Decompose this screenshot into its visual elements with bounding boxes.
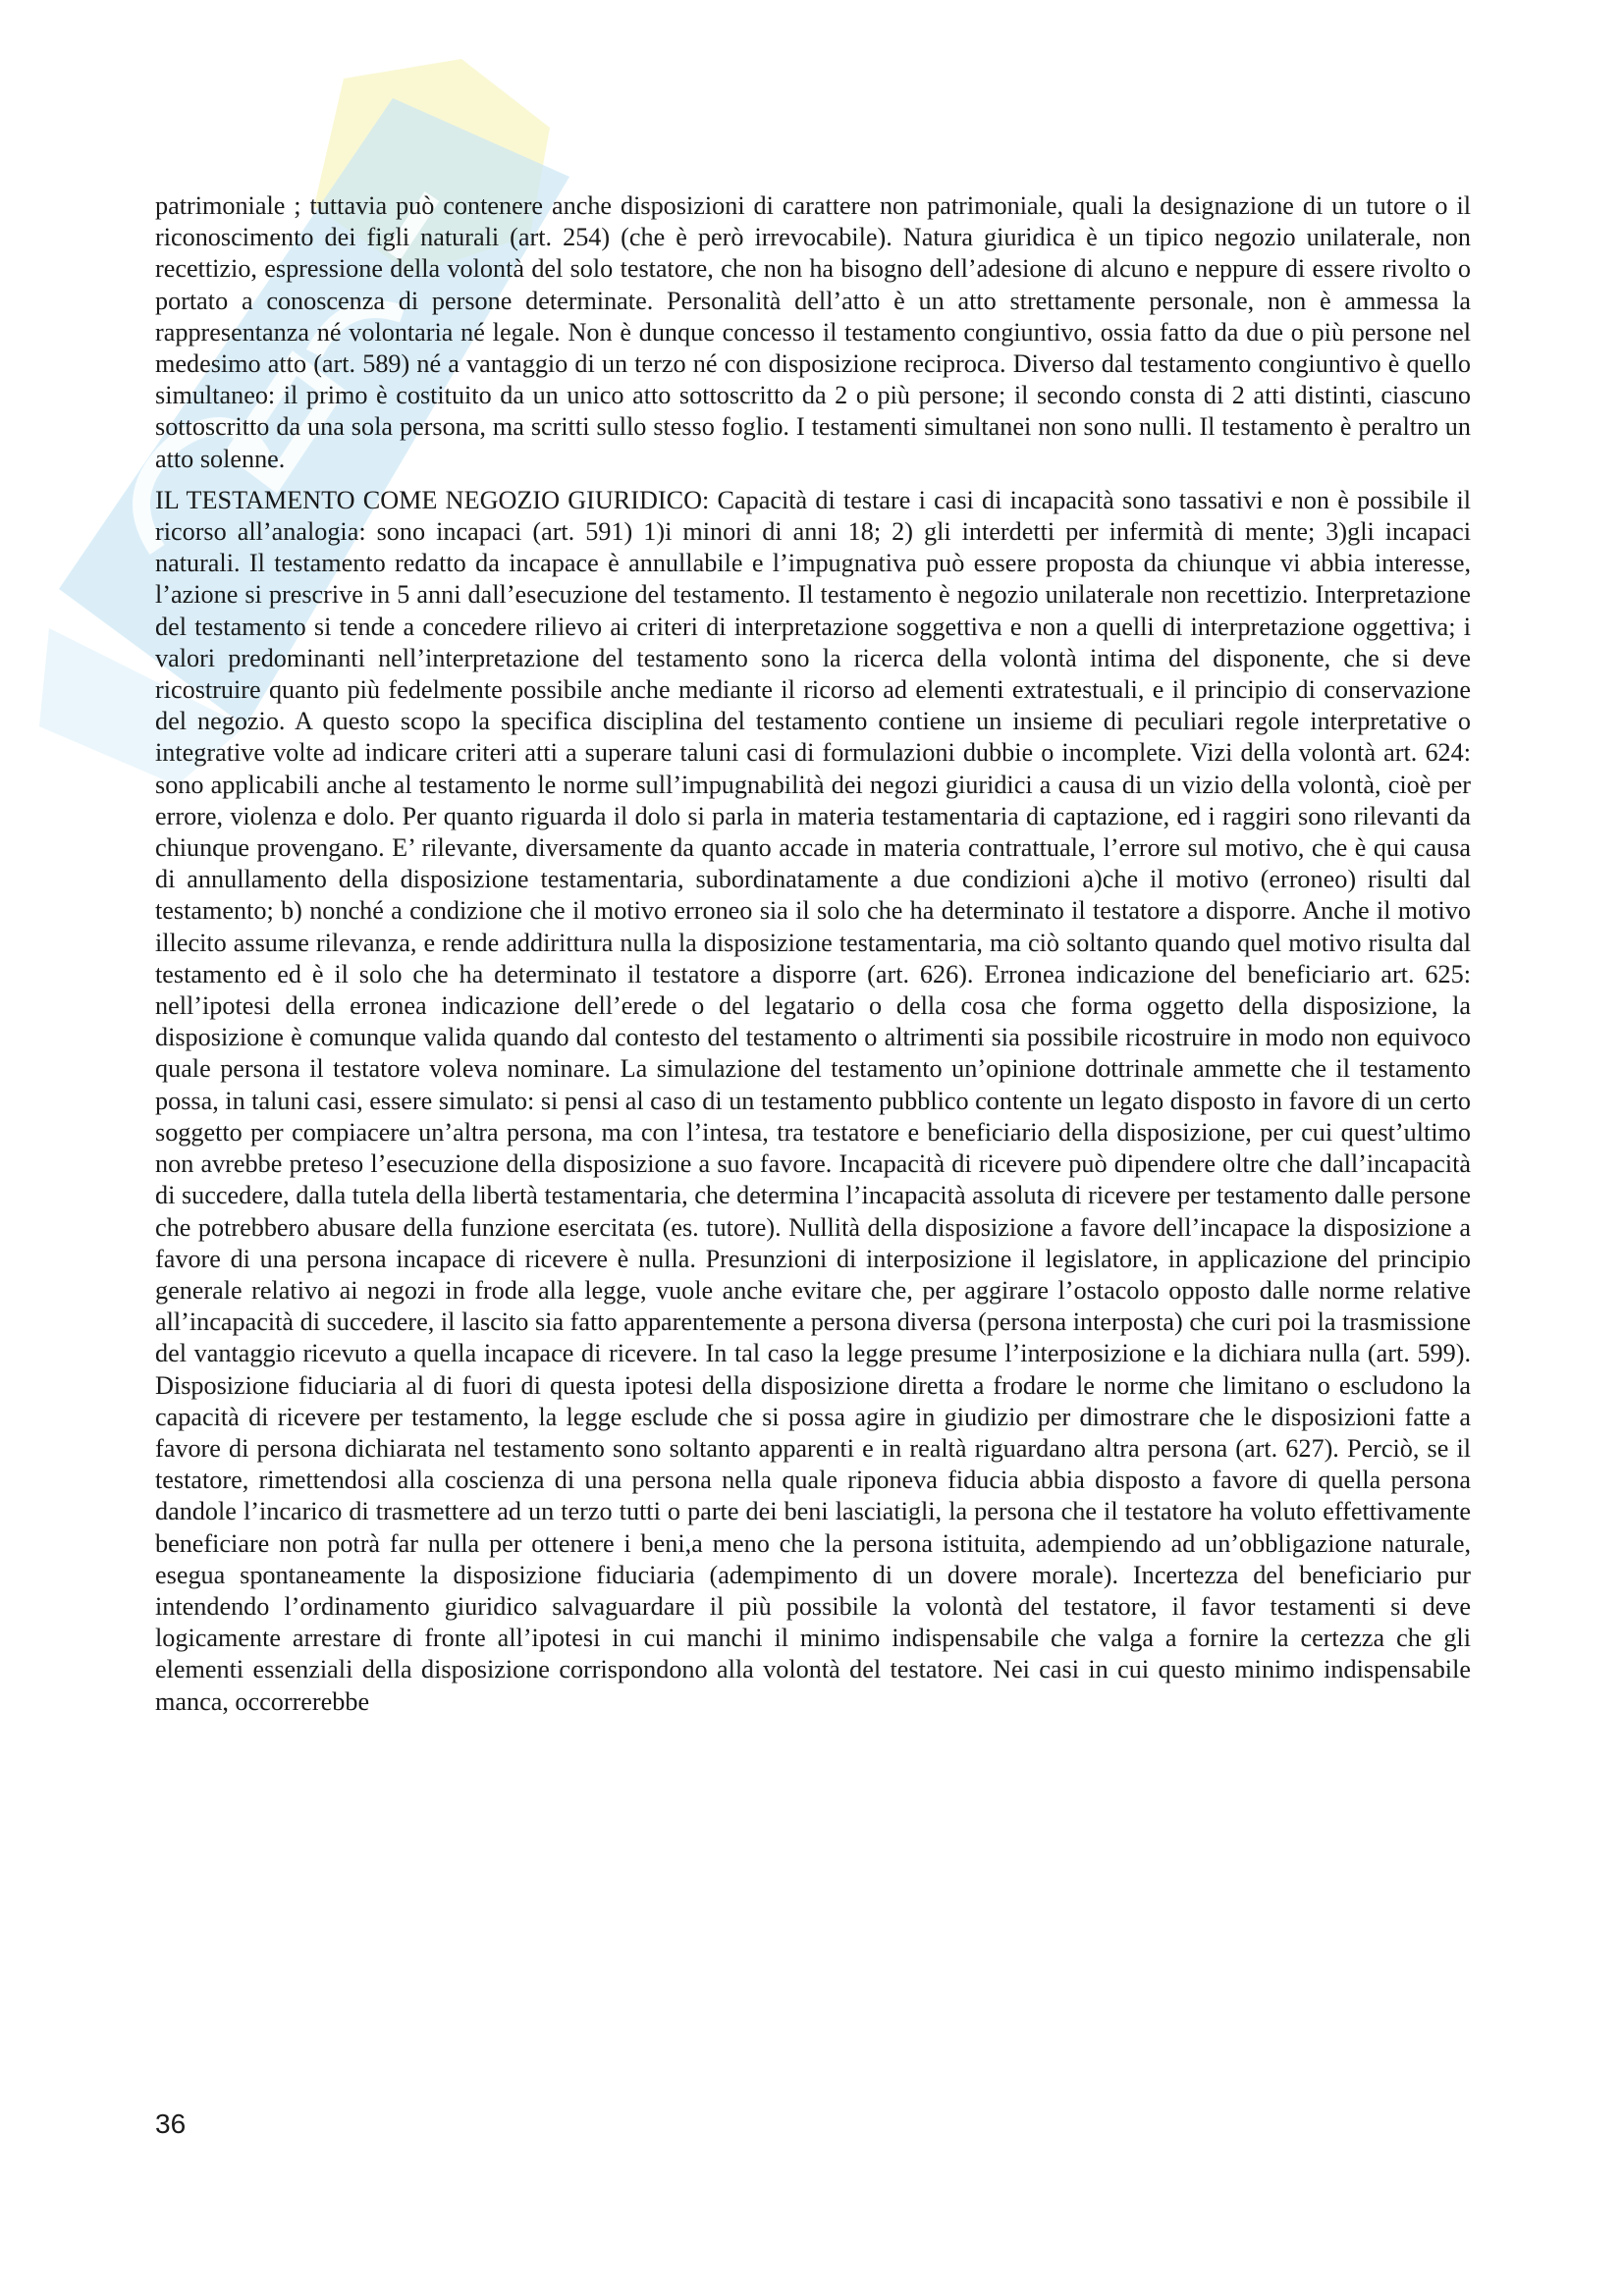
paragraph-1: patrimoniale ; tuttavia può contenere anche disposizioni di carattere non patrimoniale, quali la designazione di un tutore o il riconoscimento dei figli naturali (art. 254) (che è però irrevocabile). Natura giuridica è un tipico negozio unilaterale, non recettizio, espressione della volontà del solo testatore, che non ha bisogno dell’adesione di alcuno e neppure di essere rivolto o portato a conoscenza di persone determinate. Personalità dell’atto è un atto strettamente personale, non è ammessa la rappresentanza né volontaria né legale. Non è dunque concesso il testamento congiuntivo, ossia fatto da due o più persone nel medesimo atto (art. 589) né a vantaggio di un terzo né con disposizione reciproca. Diverso dal testamento congiuntivo è quello simultaneo: il primo è costituito da un unico atto sottoscritto da 2 o più persone; il secondo consta di 2 atti distinti, ciascuno sottoscritto da una sola persona, ma scritti sullo stesso foglio. I testamenti simultanei non sono nulli. Il testamento è peraltro un atto solenne. xyxy=(155,191,1471,473)
page-number: 36 xyxy=(155,2109,187,2139)
paragraph-2: IL TESTAMENTO COME NEGOZIO GIURIDICO: Capacità di testare i casi di incapacità sono tassativi e non è possibile il ricorso all’analogia: sono incapaci (art. 591) 1)i minori di anni 18; 2) gli interdetti per infermità di mente; 3)gli incapaci naturali. Il testamento redatto da incapace è annullabile e l’impugnativa può essere proposta da chiunque vi abbia interesse, l’azione si prescrive in 5 anni dall’esecuzione del testamento. Il testamento è negozio unilaterale non recettizio. Interpretazione del testamento si tende a concedere rilievo ai criteri di interpretazione soggettiva e non a quelli di interpretazione oggettiva; i valori predominanti nell’interpretazione del testamento sono la ricerca della volontà intima del disponente, che si deve ricostruire quanto più fedelmente possibile anche mediante il ricorso ad elementi extratestuali, e il principio di conservazione del negozio. A questo scopo la specifica disciplina del testamento contiene un insieme di peculiari regole interpretative o integrative volte ad indicare criteri atti a superare taluni casi di formulazioni dubbie o incomplete. Vizi della volontà art. 624: sono applicabili anche al testamento le norme sull’impugnabilità dei negozi giuridici a causa di un vizio della volontà, cioè per errore, violenza e dolo. Per quanto riguarda il dolo si parla in materia testamentaria di captazione, ed i raggiri sono rilevanti da chiunque provengano. E’ rilevante, diversamente da quanto accade in materia contrattuale, l’errore sul motivo, che è qui causa di annullamento della disposizione testamentaria, subordinatamente a due condizioni a)che il motivo (erroneo) risulti dal testamento; b) nonché a condizione che il motivo erroneo sia il solo che ha determinato il testatore a disporre. Anche il motivo illecito assume rilevanza, e rende addirittura nulla la disposizione testamentaria, ma ciò soltanto quando quel motivo risulta dal testamento ed è il solo che ha determinato il testatore a disporre (art. 626). Erronea indicazione del beneficiario art. 625: nell’ipotesi della erronea indicazione dell’erede o del legatario o della cosa che forma oggetto della disposizione, la disposizione è comunque valida quando dal contesto del testamento o altrimenti sia possibile ricostruire in modo non equivoco quale persona il testatore voleva nominare. La simulazione del testamento un’opinione dottrinale ammette che il testamento possa, in taluni casi, essere simulato: si pensi al caso di un testamento pubblico contente un legato disposto in favore di un certo soggetto per compiacere un’altra persona, ma con l’intesa, tra testatore e beneficiario della disposizione, per cui quest’ultimo non avrebbe preteso l’esecuzione della disposizione a suo favore. Incapacità di ricevere può dipendere oltre che dall’incapacità di succedere, dalla tutela della libertà testamentaria, che determina l’incapacità assoluta di ricevere per testamento dalle persone che potrebbero abusare della funzione esercitata (es. tutore). Nullità della disposizione a favore dell’incapace la disposizione a favore di una persona incapace di ricevere è nulla. Presunzioni di interposizione il legislatore, in applicazione del principio generale relativo ai negozi in frode alla legge, vuole anche evitare che, per aggirare l’ostacolo opposto dalle norme relative all’incapacità di succedere, il lascito sia fatto apparentemente a persona diversa (persona interposta) che curi poi la trasmissione del vantaggio ricevuto a quella incapace di ricevere. In tal caso la legge presume l’interposizione e la dichiara nulla (art. 599). Disposizione fiduciaria al di fuori di questa ipotesi della disposizione diretta a frodare le norme che limitano o escludono la capacità di ricevere per testamento, la legge esclude che si possa agire in giudizio per dimostrare che le disposizioni fatte a favore di persona dichiarata nel testamento sono soltanto apparenti e in realtà riguardano altra persona (art. 627). Perciò, se il testatore, rimettendosi alla coscienza di una persona nella quale riponeva fiducia abbia disposto a favore di quella persona dandole l’incarico di trasmettere ad un terzo tutti o parte dei beni lasciatigli, la persona che il testatore ha voluto effettivamente beneficiare non potrà far nulla per ottenere i beni,a meno che la persona istituita, adempiendo ad un’obbligazione naturale, esegua spontaneamente la disposizione fiduciaria (adempimento di un dovere morale). Incertezza del beneficiario pur intendendo l’ordinamento giuridico salvaguardare il più possibile la volontà del testatore, il favor testamenti si deve logicamente arrestare di fronte all’ipotesi in cui manchi il minimo indispensabile che valga a fornire la certezza che gli elementi essenziali della disposizione corrispondono alla volontà del testatore. Nei casi in cui questo minimo indispensabile manca, occorrerebbe xyxy=(155,485,1471,1716)
body-text xyxy=(155,190,1471,1718)
